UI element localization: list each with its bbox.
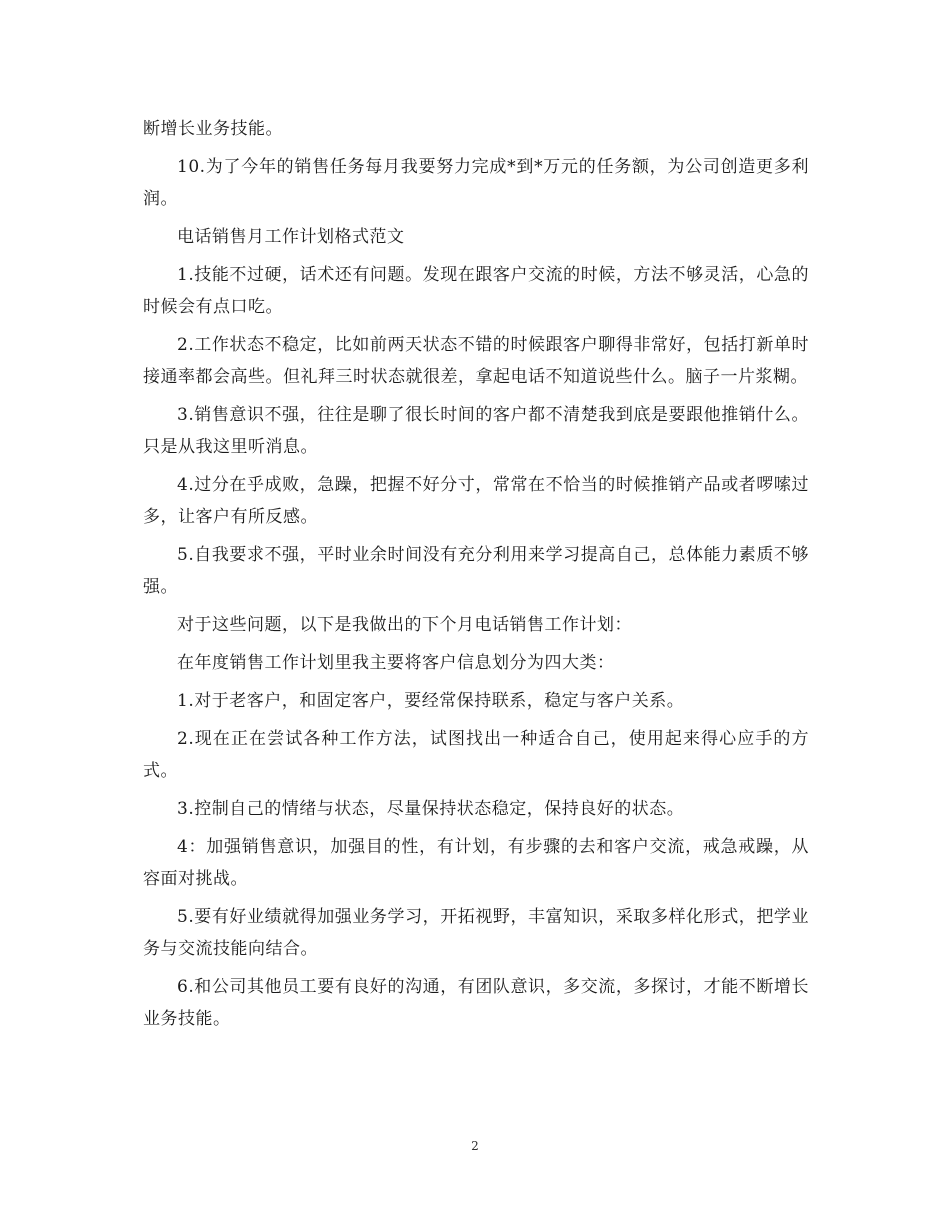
paragraph-problem-1: 1.技能不过硬，话术还有问题。发现在跟客户交流的时候，方法不够灵活，心急的时候会有点口吃。	[143, 265, 809, 317]
paragraph-plan-2: 2.现在正在尝试各种工作方法，试图找出一种适合自己，使用起来得心应手的方式。	[143, 729, 809, 781]
paragraph-problem-2: 2.工作状态不稳定，比如前两天状态不错的时候跟客户聊得非常好，包括打新单时接通率都会高些。但礼拜三时状态就很差，拿起电话不知道说些什么。脑子一片浆糊。	[143, 335, 809, 387]
paragraph-plan-6: 6.和公司其他员工要有良好的沟通，有团队意识，多交流，多探讨，才能不断增长业务技能。	[143, 977, 809, 1029]
paragraph-plan-5: 5.要有好业绩就得加强业务学习，开拓视野，丰富知识，采取多样化形式，把学业务与交流技能向结合。	[143, 907, 809, 959]
paragraph-continuation: 断增长业务技能。	[143, 119, 283, 139]
paragraph-plan-intro: 对于这些问题，以下是我做出的下个月电话销售工作计划：	[177, 615, 632, 635]
page-number: 2	[471, 1139, 479, 1153]
paragraph-problem-3: 3.销售意识不强，往往是聊了很长时间的客户都不清楚我到底是要跟他推销什么。只是从我这里听消息。	[143, 405, 809, 457]
paragraph-item-10: 10.为了今年的销售任务每月我要努力完成*到*万元的任务额，为公司创造更多利润。	[143, 157, 809, 209]
document-body	[143, 113, 809, 1041]
section-heading: 电话销售月工作计划格式范文	[177, 227, 405, 247]
paragraph-problem-4: 4.过分在乎成败，急躁，把握不好分寸，常常在不恰当的时候推销产品或者啰嗦过多，让客户有所反感。	[143, 475, 809, 527]
paragraph-plan-categories: 在年度销售工作计划里我主要将客户信息划分为四大类：	[177, 653, 615, 673]
paragraph-plan-3: 3.控制自己的情绪与状态，尽量保持状态稳定，保持良好的状态。	[177, 799, 685, 819]
paragraph-problem-5: 5.自我要求不强，平时业余时间没有充分利用来学习提高自己，总体能力素质不够强。	[143, 545, 809, 597]
paragraph-plan-4: 4：加强销售意识，加强目的性，有计划，有步骤的去和客户交流，戒急戒躁，从容面对挑战。	[143, 837, 809, 889]
paragraph-plan-1: 1.对于老客户，和固定客户，要经常保持联系，稳定与客户关系。	[177, 691, 685, 711]
